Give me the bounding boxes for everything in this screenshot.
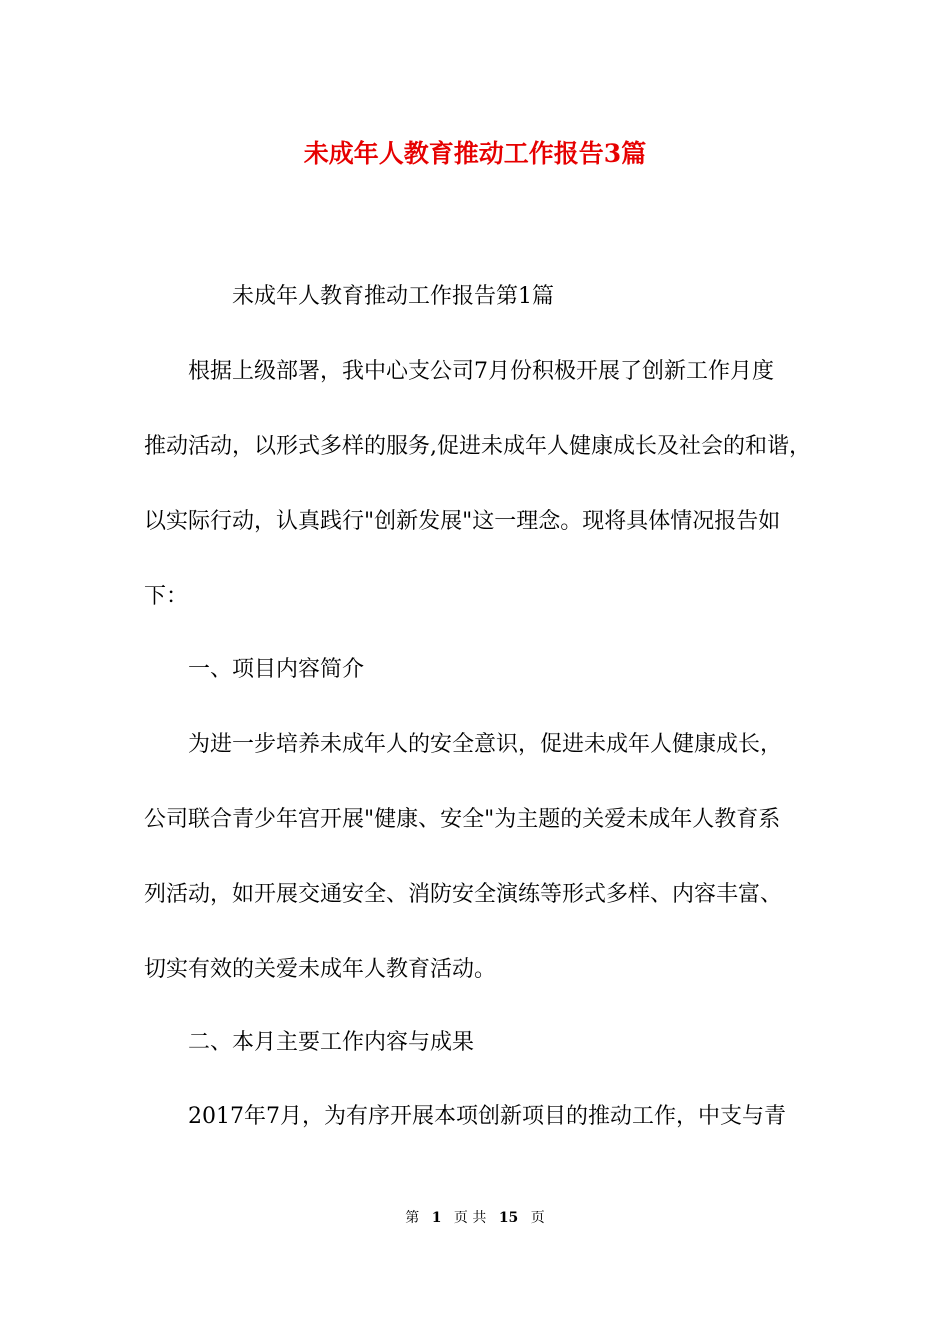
paragraph-line: 2017年7月，为有序开展本项创新项目的推动工作，中支与青 [188,1104,786,1129]
footer-suffix: 页 [530,1210,545,1226]
paragraph-line: 切实有效的关爱未成年人教育活动。 [144,957,497,982]
heading-main-work: 二、本月主要工作内容与成果 [188,1030,475,1055]
section-heading-part-1: 未成年人教育推动工作报告第1篇 [232,284,554,309]
paragraph-line: 推动活动，以形式多样的服务,促进未成年人健康成长及社会的和谐， [144,434,811,459]
paragraph-line: 列活动，如开展交通安全、消防安全演练等形式多样、内容丰富、 [144,882,783,907]
current-page-number: 1 [431,1210,442,1226]
footer-prefix: 第 [405,1210,420,1226]
footer-middle: 页 共 [453,1210,487,1226]
paragraph-line: 为进一步培养未成年人的安全意识，促进未成年人健康成长， [188,732,783,757]
total-pages-number: 15 [498,1210,519,1226]
paragraph-line: 以实际行动，认真践行"创新发展"这一理念。现将具体情况报告如 [144,509,781,534]
paragraph-line: 根据上级部署，我中心支公司7月份积极开展了创新工作月度 [188,359,774,384]
page-footer [0,1208,950,1228]
paragraph-line: 下： [144,584,189,609]
paragraph-line: 公司联合青少年宫开展"健康、安全"为主题的关爱未成年人教育系 [144,807,781,832]
heading-project-intro: 一、项目内容简介 [188,657,365,682]
document-title: 未成年人教育推动工作报告3篇 [303,139,647,168]
